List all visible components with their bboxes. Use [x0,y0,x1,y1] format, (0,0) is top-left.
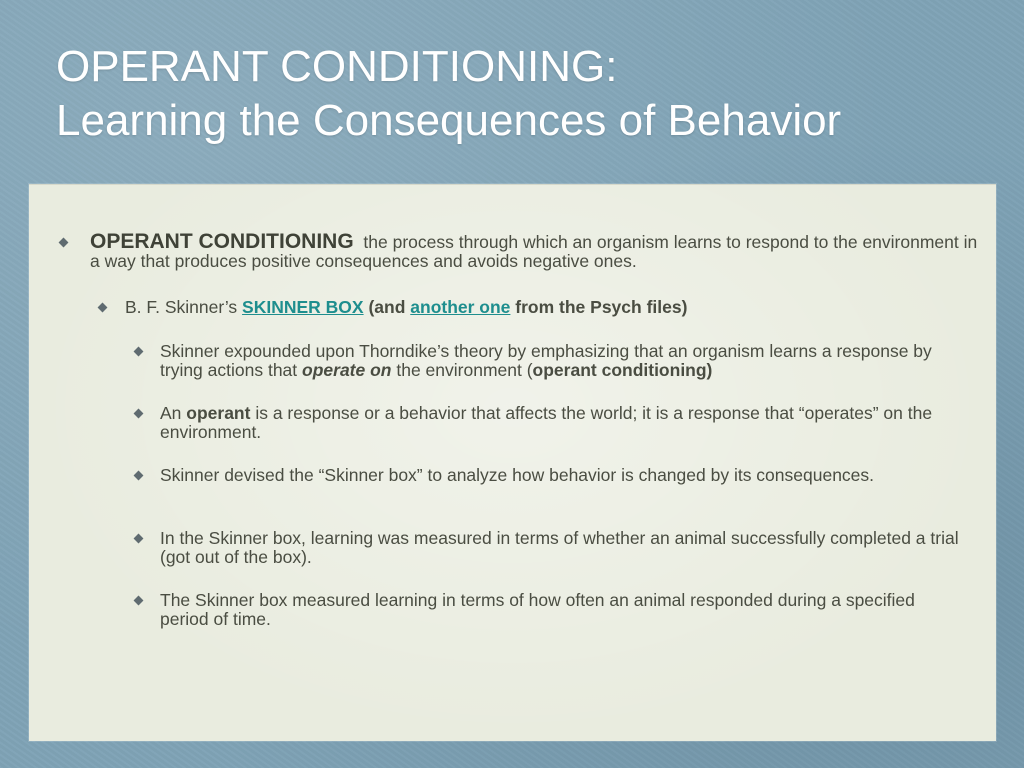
bullet-definition [90,232,990,271]
slide-title-line1: OPERANT CONDITIONING: [56,42,618,91]
expounded-part2: the environment ( [391,360,533,380]
diamond-bullet-icon [98,303,108,313]
skinner-suffix: from the Psych files) [510,297,688,317]
slide-title [56,40,996,148]
bullet-skinner-box [125,298,985,317]
bullet-expounded [160,342,960,380]
skinner-prefix: B. F. Skinner’s [125,297,243,317]
skinner-mid: (and [363,297,411,317]
operant-bold: operant [186,403,251,423]
diamond-bullet-icon [134,409,144,419]
operant-part1: An [160,403,187,423]
bullet-devised [160,466,960,485]
diamond-bullet-icon [134,596,144,606]
bullet-operant [160,404,960,442]
expounded-bold: operant conditioning) [532,360,713,380]
diamond-bullet-icon [59,238,69,248]
bullet-measured-trial [160,529,960,567]
another-one-link[interactable]: another one [410,297,511,317]
diamond-bullet-icon [134,534,144,544]
diamond-bullet-icon [134,471,144,481]
measured-rate-text: The Skinner box measured learning in terms of how often an animal responded during a specified period of time. [160,590,915,629]
skinner-box-link[interactable]: SKINNER BOX [242,297,364,317]
diamond-bullet-icon [134,347,144,357]
definition-term: OPERANT CONDITIONING [90,230,354,253]
definition-text: the process through which an organism learns to respond to the environment in a way that produces positive consequences and avoids negative ones. [90,232,978,271]
bullet-measured-rate [160,591,960,629]
slide-title-line2: Learning the Consequences of Behavior [56,96,842,145]
content-panel [29,184,996,741]
expounded-emphasis: operate on [302,360,392,380]
operant-part2: is a response or a behavior that affects the world; it is a response that “operates” on the environment. [160,403,933,442]
expounded-part1: Skinner expounded upon Thorndike’s theory by emphasizing that an organism learns a response by trying actions that [160,341,932,380]
measured-trial-text: In the Skinner box, learning was measured in terms of whether an animal successfully completed a trial (got out of the box). [160,528,959,567]
devised-text: Skinner devised the “Skinner box” to analyze how behavior is changed by its consequences. [160,465,875,485]
